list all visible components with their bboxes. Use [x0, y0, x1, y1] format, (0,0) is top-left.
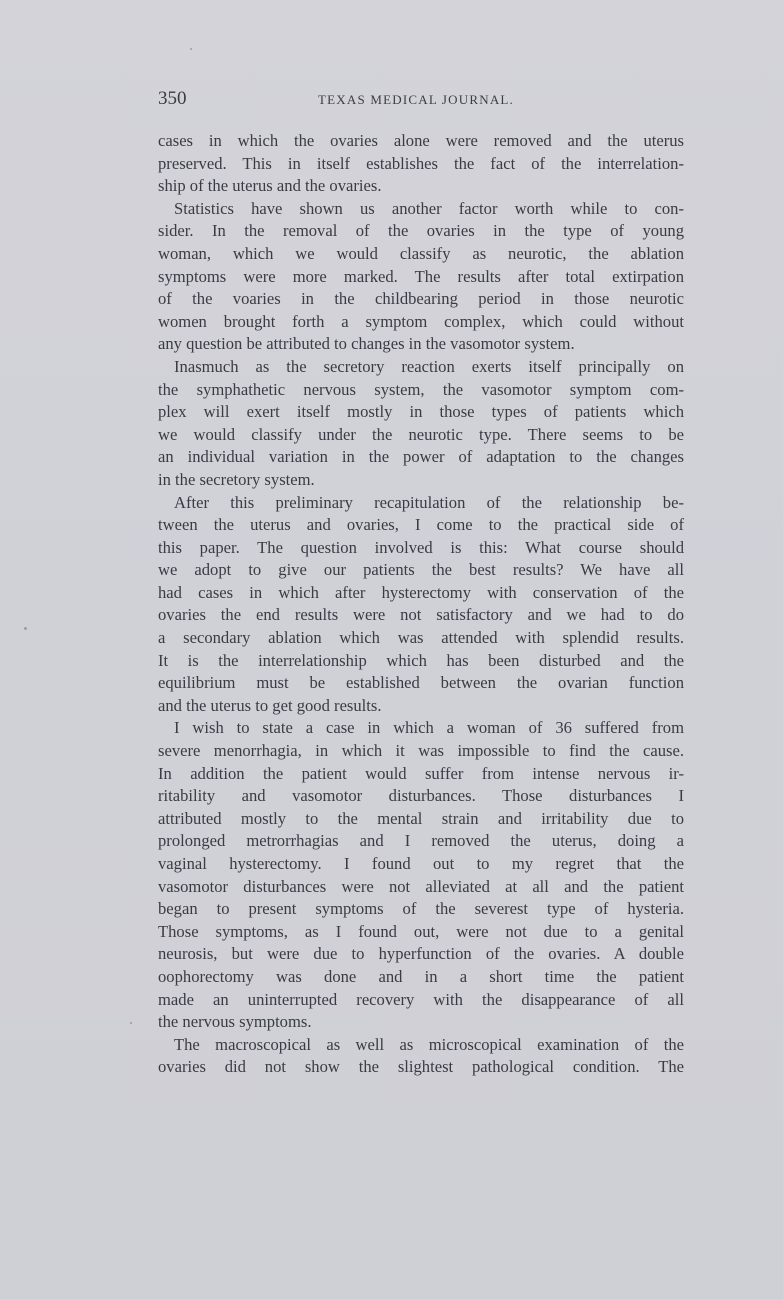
text-line: made an uninterrupted recovery with the disappearance of all [158, 989, 684, 1009]
text-line: in the secretory system. [158, 469, 315, 489]
text-line: the nervous symptoms. [158, 1012, 312, 1032]
text-line: ship of the uterus and the ovaries. [158, 176, 382, 196]
text-line: ritability and vasomotor disturbances. Those disturbances I [158, 786, 684, 806]
text-line: Inasmuch as the secretory reaction exerts itself principally on [174, 356, 684, 376]
text-line: this paper. The question involved is this: What course should [158, 537, 684, 557]
text-line: symptoms were more marked. The results after total extirpation [158, 266, 684, 286]
text-line: had cases in which after hysterectomy with conservation of the [158, 582, 684, 602]
text-line: vaginal hysterectomy. I found out to my regret that the [158, 854, 684, 873]
text-line: the symphathetic nervous system, the vasomotor symptom com- [158, 379, 684, 399]
text-line: prolonged metrorrhagias and I removed the uterus, doing a [158, 831, 684, 851]
text-line: After this preliminary recapitulation of the relationship be- [174, 492, 684, 512]
text-line: neurosis, but were due to hyperfunction of the ovaries. A double [158, 944, 684, 964]
text-line: attributed mostly to the mental strain and irritability due to [158, 808, 684, 828]
paper-speck [24, 627, 27, 630]
text-line: The macroscopical as well as microscopical examination of the [174, 1034, 684, 1054]
page-number: 350 [158, 88, 187, 109]
text-line: tween the uterus and ovaries, I come to the practical side of [158, 515, 684, 535]
text-line: In addition the patient would suffer from intense nervous ir- [158, 763, 684, 783]
running-head [158, 88, 686, 112]
text-line: Those symptoms, as I found out, were not due to a genital [158, 921, 684, 941]
text-line: It is the interrelationship which has been disturbed and the [158, 650, 684, 670]
paper-speck [190, 48, 192, 50]
text-line: a secondary ablation which was attended with splendid results. [158, 628, 684, 648]
text-line: an individual variation in the power of adaptation to the changes [158, 447, 684, 467]
text-line: ovaries did not show the slightest pathological condition. The [158, 1057, 684, 1077]
text-line: I wish to state a case in which a woman of 36 suffered from [174, 718, 684, 738]
text-line: oophorectomy was done and in a short time the patient [158, 966, 684, 986]
text-line: plex will exert itself mostly in those types of patients which [158, 402, 684, 422]
paper-speck [130, 1022, 132, 1024]
text-line: began to present symptoms of the severest type of hysteria. [158, 899, 684, 919]
text-line: Statistics have shown us another factor worth while to con- [174, 198, 684, 218]
text-line: sider. In the removal of the ovaries in the type of young [158, 221, 684, 241]
text-line: equilibrium must be established between the ovarian function [158, 673, 684, 693]
text-line: cases in which the ovaries alone were removed and the uterus [158, 131, 684, 150]
text-line: severe menorrhagia, in which it was impossible to find the cause. [158, 741, 684, 761]
text-line: ovaries the end results were not satisfactory and we had to do [158, 605, 684, 625]
text-line: any question be attributed to changes in the vasomotor system. [158, 334, 575, 354]
text-line: women brought forth a symptom complex, which could without [158, 311, 684, 331]
body-text [158, 130, 684, 1079]
journal-title: TEXAS MEDICAL JOURNAL. [318, 92, 514, 107]
text-line: of the voaries in the childbearing period in those neurotic [158, 289, 684, 309]
text-line: preserved. This in itself establishes the fact of the interrelation- [158, 153, 684, 173]
text-line: woman, which we would classify as neurotic, the ablation [158, 243, 684, 263]
text-line: and the uterus to get good results. [158, 695, 382, 715]
text-line: we would classify under the neurotic type. There seems to be [158, 424, 684, 444]
text-line: we adopt to give our patients the best results? We have all [158, 560, 684, 580]
text-line: vasomotor disturbances were not alleviated at all and the patient [158, 876, 684, 896]
